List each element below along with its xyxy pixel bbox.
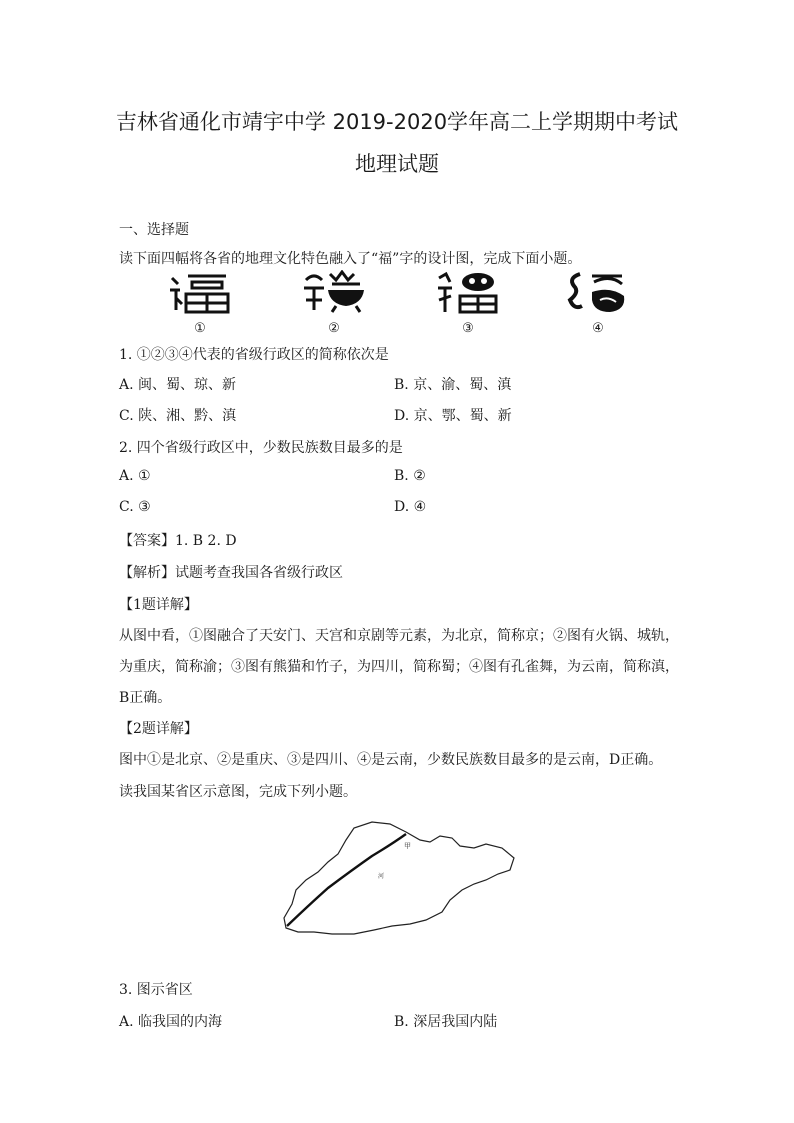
q1-option-a: A. 闽、蜀、琼、新 [119, 377, 237, 393]
analysis-line: 【解析】试题考查我国各省级行政区 [119, 565, 343, 581]
map-label-jia: 甲 [404, 842, 411, 850]
fu-design-beijing-image [168, 270, 232, 314]
fu-label-2: ② [328, 321, 340, 336]
section-heading: 一、选择题 [119, 222, 189, 238]
q1-option-d: D. 京、鄂、蜀、新 [394, 408, 512, 424]
doc-title-line2: 地理试题 [355, 152, 439, 176]
province-outline-map [280, 818, 520, 936]
intro-text: 读下面四幅将各省的地理文化特色融入了“福”字的设计图，完成下面小题。 [119, 251, 582, 267]
q3-stem: 3. 图示省区 [119, 982, 193, 998]
detail2-heading: 【2题详解】 [119, 721, 198, 737]
q2-option-c: C. ③ [119, 499, 151, 515]
q2-option-d: D. ④ [394, 499, 427, 515]
fu-label-4: ④ [592, 321, 604, 336]
fu-label-3: ③ [462, 321, 474, 336]
q1-option-c: C. 陕、湘、黔、滇 [119, 408, 237, 424]
detail1-line3: B正确。 [119, 690, 172, 706]
q1-stem: 1. ①②③④代表的省级行政区的简称依次是 [119, 347, 389, 363]
q3-option-a: A. 临我国的内海 [119, 1014, 223, 1030]
detail1-line2: 为重庆，简称渝；③图有熊猫和竹子，为四川，简称蜀；④图有孔雀舞，为云南，简称滇， [119, 659, 679, 675]
q1-option-b: B. 京、渝、蜀、滇 [394, 377, 512, 393]
q3-option-b: B. 深居我国内陆 [394, 1014, 498, 1030]
fu-label-1: ① [194, 321, 206, 336]
detail1-line1: 从图中看，①图融合了天安门、天宫和京剧等元素，为北京，简称京；②图有火锅、城轨， [119, 628, 679, 644]
q2-stem: 2. 四个省级行政区中，少数民族数目最多的是 [119, 440, 403, 456]
detail2-line1: 图中①是北京、②是重庆、③是四川、④是云南，少数民族数目最多的是云南，D正确。 [119, 752, 663, 768]
intro2-text: 读我国某省区示意图，完成下列小题。 [119, 784, 357, 800]
q2-option-b: B. ② [394, 468, 426, 484]
detail1-heading: 【1题详解】 [119, 597, 198, 613]
answer-line: 【答案】1. B 2. D [119, 533, 237, 549]
fu-design-sichuan-image [436, 270, 500, 314]
map-label-he: 河 [378, 873, 385, 880]
q2-option-a: A. ① [119, 468, 151, 484]
fu-design-yunnan-image [566, 270, 630, 314]
fu-design-chongqing-image [302, 270, 366, 314]
doc-title-line1: 吉林省通化市靖宇中学 2019-2020学年高二上学期期中考试 [115, 110, 679, 134]
